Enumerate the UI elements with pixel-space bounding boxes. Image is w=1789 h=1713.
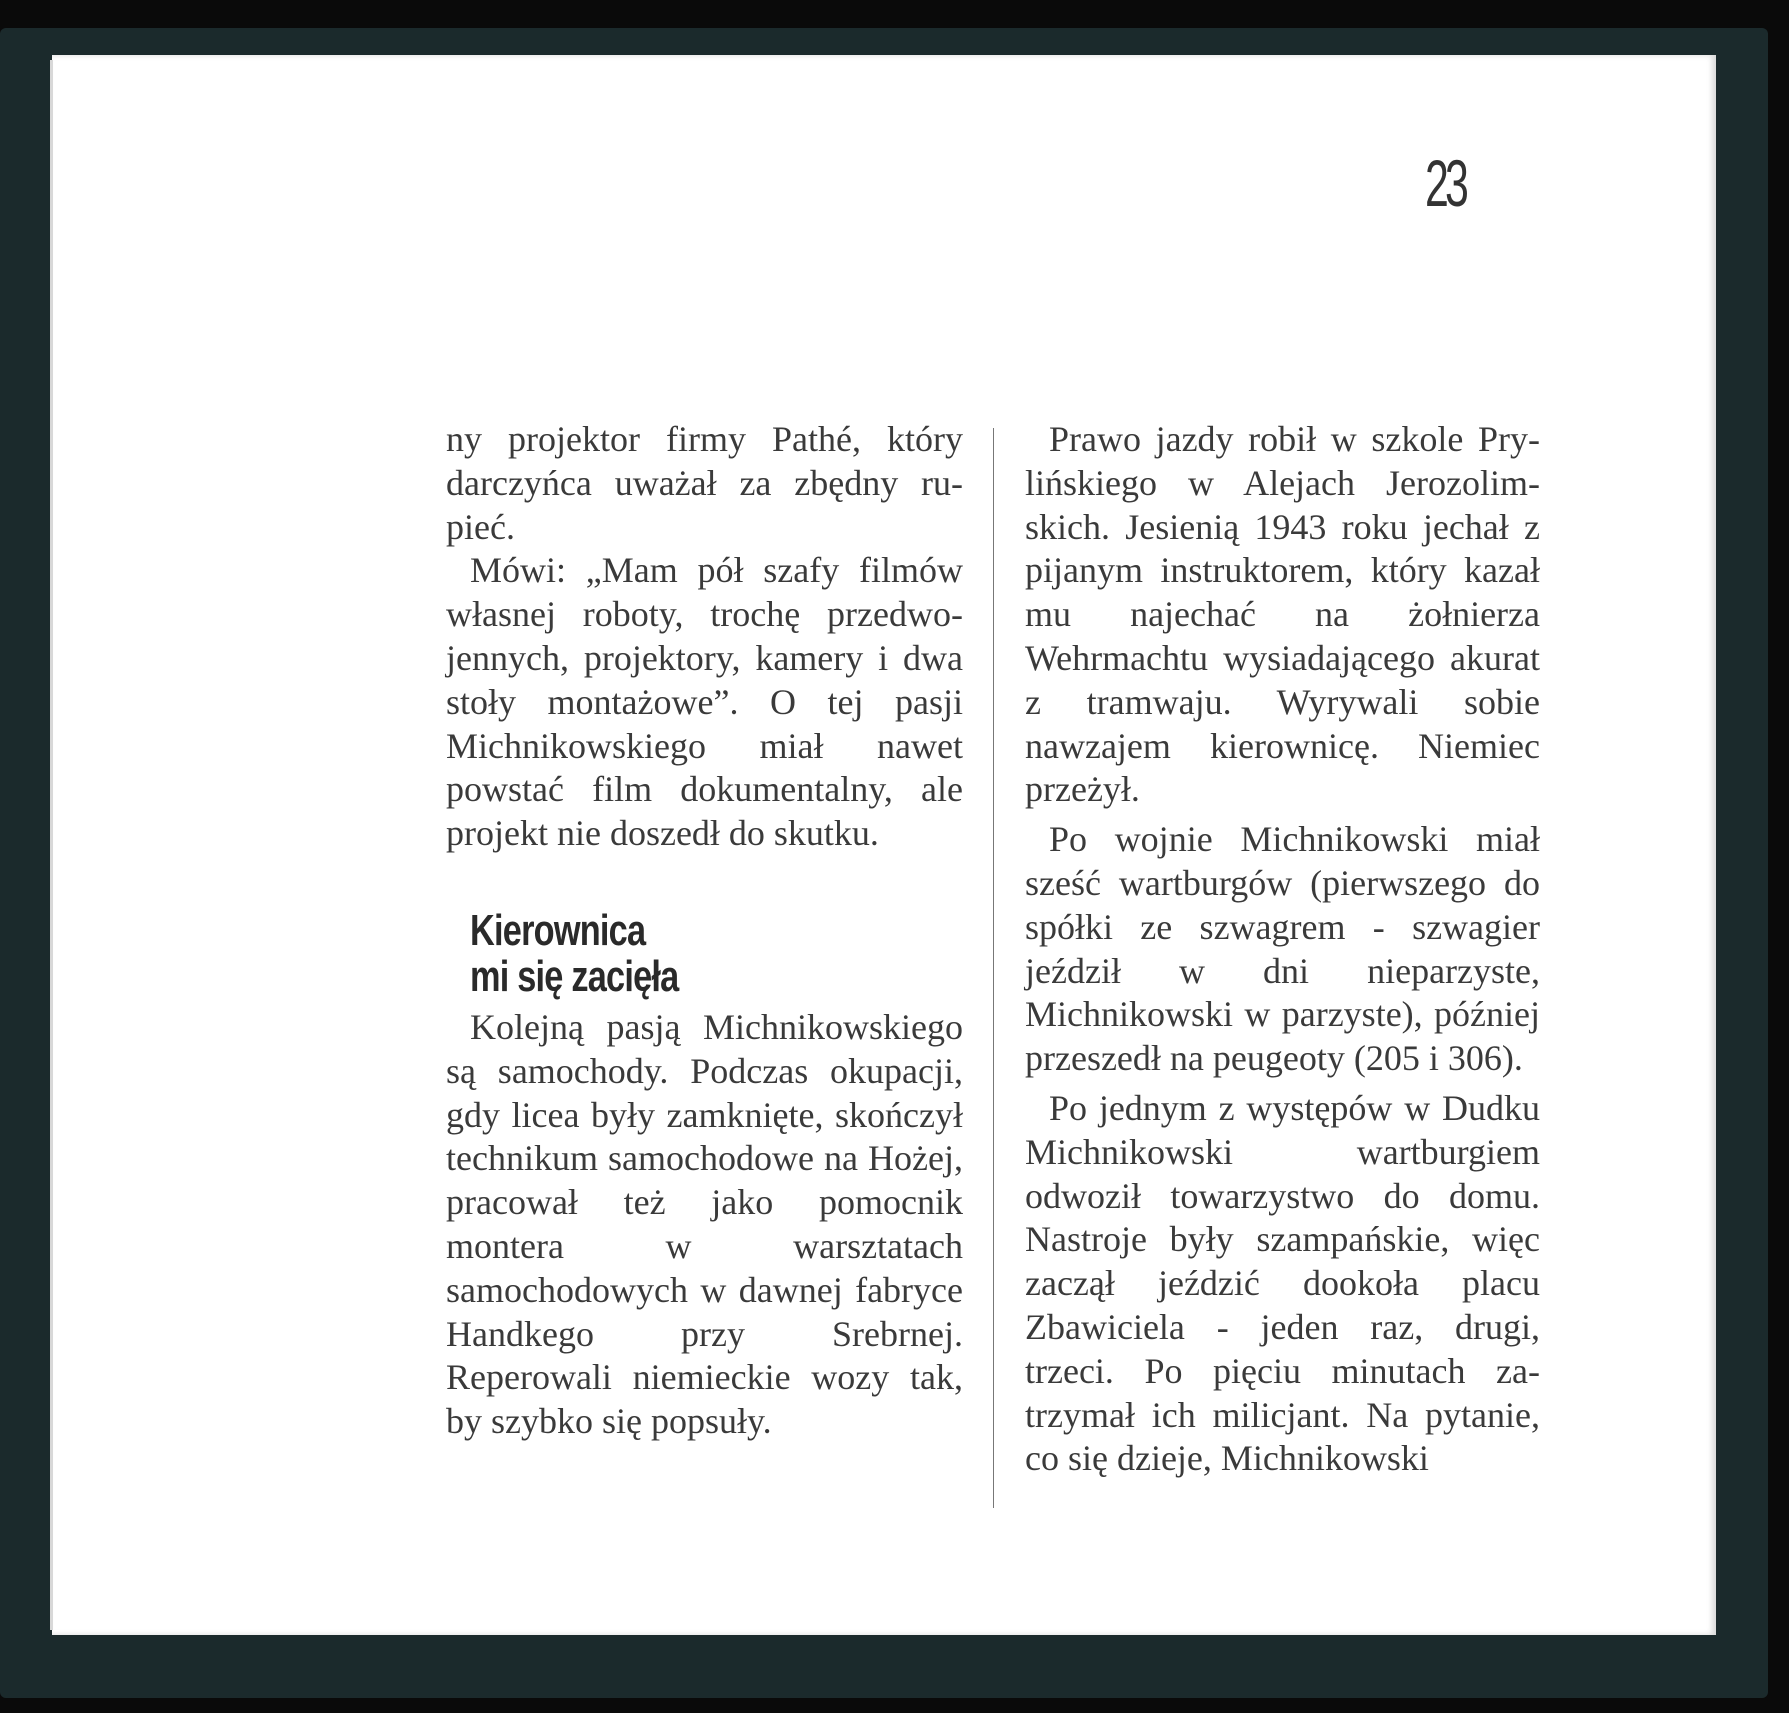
right-text-column [1025, 418, 1540, 1481]
paragraph: Kolejną pasją Michnikowskiego są samochody. Podczas okupacji, gdy licea były zamknięte, skończył technikum samochodowe na Hożej, pracował też jako pomocnik montera w warsztatach samochodowych w dawnej fabryce Handkego przy Srebrnej. Reperowali niemieckie wozy tak, by szybko się popsuły. [446, 1006, 963, 1442]
paragraph: Po jednym z występów w Dudku Michnikowski wartburgiem odwoził towarzystwo do domu. Nastroje były szampańskie, więc zaczął jeździć dookoła placu Zbawiciela - jeden raz, drugi, trzeci. Po pięciu minutach zatrzymał ich milicjant. Na pytanie, co się dzieje, Michnikowski [1025, 1087, 1540, 1479]
paragraph: Prawo jazdy robił w szkole Prylińskiego w Alejach Jerozolimskich. Jesienią 1943 roku jechał z pijanym instruktorem, który kazał mu najechać na żołnierza Wehrmachtu wysiadającego akurat z tramwaju. Wyrywali sobie nawzajem kierownicę. Niemiec przeżył. [1025, 419, 1540, 810]
paragraph: Po wojnie Michnikowski miał sześć wartburgów (pierwszego do spółki ze szwagrem - szwagier jeździł w dni nieparzyste, Michnikowski w parzyste), później przeszedł na peugeoty (205 i 306). [1025, 819, 1540, 1079]
page-number: 23 [1425, 146, 1465, 220]
section-heading [470, 905, 855, 1001]
section-heading-line: Kierownica [470, 905, 646, 955]
paragraph: Mówi: „Mam pół szafy filmów własnej roboty, trochę przedwojennych, projektory, kamery i dwa stoły montażowe”. O tej pasji Michnikowskiego miał nawet powstać film dokumentalny, ale projekt nie doszedł do skutku. [446, 550, 963, 854]
column-divider [993, 428, 994, 1508]
left-text-column [446, 418, 963, 1444]
page-fold-edge [50, 60, 53, 1630]
paragraph: ny projektor firmy Pathé, który darczyńca uważał za zbędny rupieć. [446, 419, 963, 547]
section-heading-line: mi się zacięła [470, 951, 679, 1001]
